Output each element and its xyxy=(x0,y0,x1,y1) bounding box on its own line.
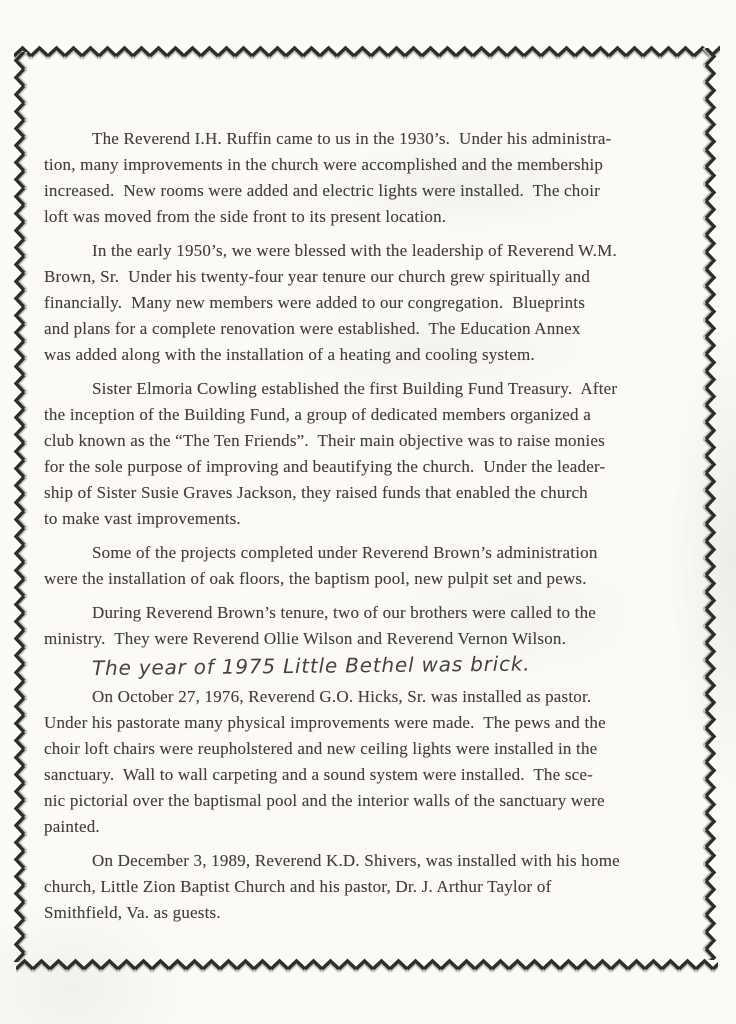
text-line: ship of Sister Susie Graves Jackson, they raised funds that enabled the church xyxy=(44,483,588,502)
zigzag-border-left xyxy=(12,52,30,962)
text-line: the inception of the Building Fund, a group of dedicated members organized a xyxy=(44,405,591,424)
text-line: church, Little Zion Baptist Church and his pastor, Dr. J. Arthur Taylor of xyxy=(44,877,552,896)
document-body xyxy=(44,126,680,934)
text-line: increased. New rooms were added and electric lights were installed. The choir xyxy=(44,181,600,200)
paragraph xyxy=(44,848,680,926)
paragraph xyxy=(44,540,680,592)
text-line: were the installation of oak floors, the baptism pool, new pulpit set and pews. xyxy=(44,569,587,588)
paragraph xyxy=(44,376,680,532)
text-line: On October 27, 1976, Reverend G.O. Hicks, Sr. was installed as pastor. xyxy=(92,687,592,706)
text-line: sanctuary. Wall to wall carpeting and a sound system were installed. The sce- xyxy=(44,765,593,784)
text-line: to make vast improvements. xyxy=(44,509,241,528)
text-line: Some of the projects completed under Reverend Brown’s administration xyxy=(92,543,598,562)
text-line: loft was moved from the side front to its present location. xyxy=(44,207,447,226)
paragraph xyxy=(44,600,680,652)
text-line: tion, many improvements in the church were accomplished and the membership xyxy=(44,155,604,174)
text-line: was added along with the installation of a heating and cooling system. xyxy=(44,345,535,364)
text-line: painted. xyxy=(44,817,100,836)
zigzag-border-right xyxy=(700,48,718,960)
text-line: In the early 1950’s, we were blessed with the leadership of Reverend W.M. xyxy=(92,241,617,260)
text-line: nic pictorial over the baptismal pool and the interior walls of the sanctuary were xyxy=(44,791,605,810)
text-line: On December 3, 1989, Reverend K.D. Shivers, was installed with his home xyxy=(92,851,620,870)
text-line: choir loft chairs were reupholstered and new ceiling lights were installed in the xyxy=(44,739,598,758)
zigzag-border-top xyxy=(14,44,720,62)
text-line: Under his pastorate many physical improvements were made. The pews and the xyxy=(44,713,606,732)
text-line: for the sole purpose of improving and beautifying the church. Under the leader- xyxy=(44,457,606,476)
text-line: Sister Elmoria Cowling established the first Building Fund Treasury. After xyxy=(92,379,618,398)
text-line: financially. Many new members were added to our congregation. Blueprints xyxy=(44,293,586,312)
paragraph xyxy=(44,126,680,230)
paragraph xyxy=(44,684,680,840)
handwritten-note: The year of 1975 Little Bethel was brick. xyxy=(91,651,531,681)
text-line: ministry. They were Reverend Ollie Wilson and Reverend Vernon Wilson. xyxy=(44,629,567,648)
text-line: Smithfield, Va. as guests. xyxy=(44,903,221,922)
text-line: During Reverend Brown’s tenure, two of our brothers were called to the xyxy=(92,603,597,622)
text-line: club known as the “The Ten Friends”. Their main objective was to raise monies xyxy=(44,431,605,450)
zigzag-border-bottom xyxy=(16,957,718,975)
text-line: Brown, Sr. Under his twenty-four year tenure our church grew spiritually and xyxy=(44,267,591,286)
paragraph xyxy=(44,238,680,368)
text-line: The Reverend I.H. Ruffin came to us in the 1930’s. Under his administra- xyxy=(92,129,612,148)
text-line: and plans for a complete renovation were established. The Education Annex xyxy=(44,319,581,338)
